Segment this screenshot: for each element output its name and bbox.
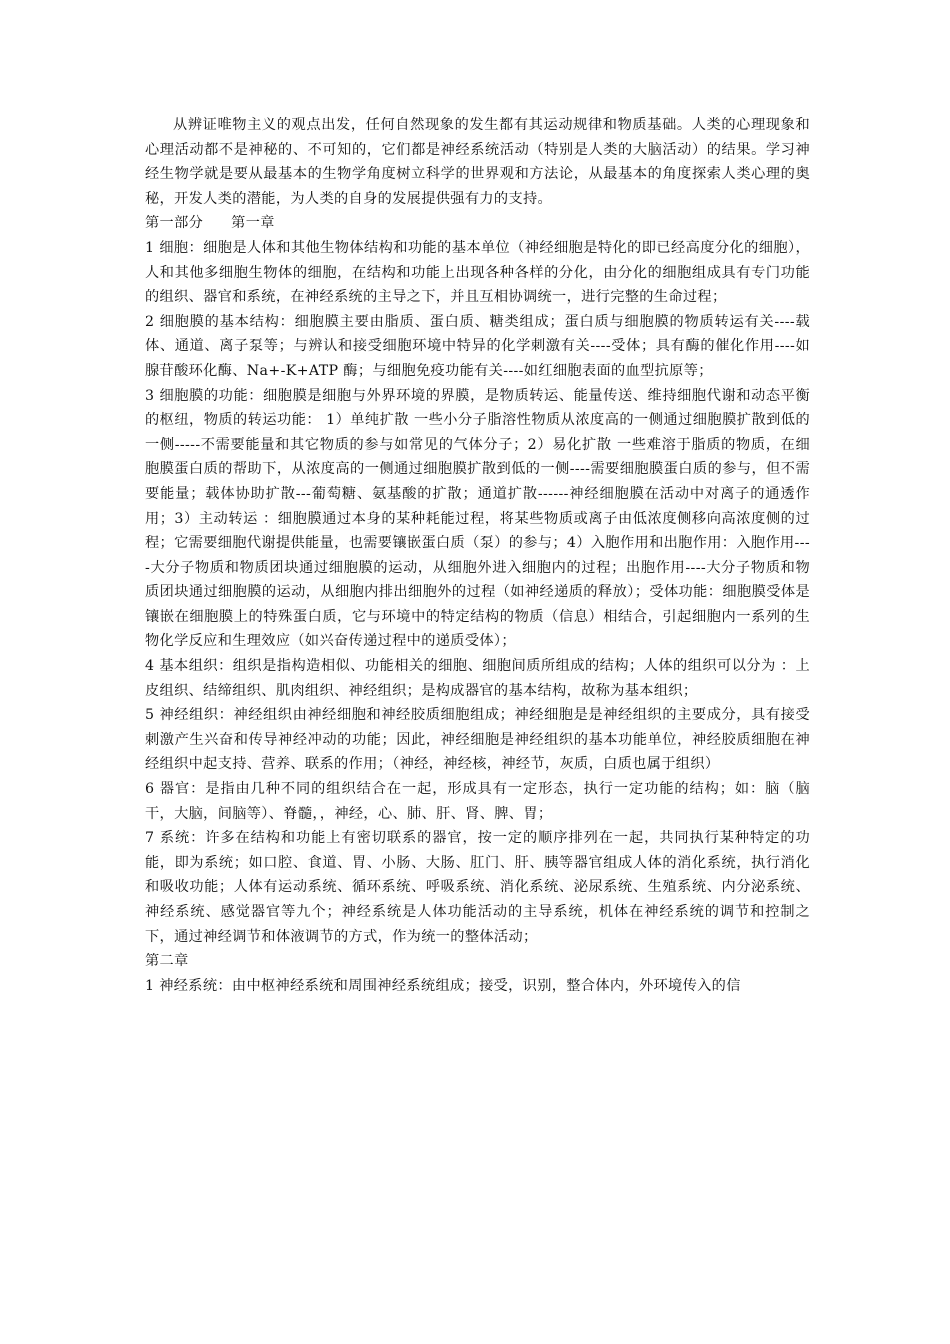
- ch1-item-6: 6 器官：是指由几种不同的组织结合在一起，形成具有一定形态，执行一定功能的结构；如：脑（脑干，大脑，间脑等）、脊髓，，神经，心、肺、肝、肾、脾、胃；: [145, 781, 810, 822]
- ch1-item-3: 3 细胞膜的功能：细胞膜是细胞与外界环境的界膜，是物质转运、能量传送、维持细胞代谢和动态平衡的枢纽，物质的转运功能： 1）单纯扩散 一些小分子脂溶性物质从浓度高的一侧通过细胞膜扩散到低的一侧-----不需要能量和其它物质的参与如常见的气体分子；2）易化扩散 一些难溶于脂质的物质，在细胞膜蛋白质的帮助下，从浓度高的一侧通过细胞膜扩散到低的一侧----需要细胞膜蛋白质的参与，但不需要能量；载体协助扩散---葡萄糖、氨基酸的扩散；通道扩散------神经细胞膜在活动中对离子的通透作用；3）主动转运 ：细胞膜通过本身的某种耗能过程，将某些物质或离子由低浓度侧移向高浓度侧的过程；它需要细胞代谢提供能量，也需要镶嵌蛋白质（泵）的参与；4）入胞作用和出胞作用：入胞作用----大分子物质和物质团块通过细胞膜的运动，从细胞外进入细胞内的过程；出胞作用----大分子物质和物质团块通过细胞膜的运动，从细胞内排出细胞外的过程（如神经递质的释放）；受体功能：细胞膜受体是镶嵌在细胞膜上的特殊蛋白质，它与环境中的特定结构的物质（信息）相结合，引起细胞内一系列的生物化学反应和生理效应（如兴奋传递过程中的递质受体）；: [145, 387, 810, 650]
- ch1-item-4: 4 基本组织：组织是指构造相似、功能相关的细胞、细胞间质所组成的结构；人体的组织可以分为 ：上皮组织、结缔组织、肌肉组织、神经组织；是构成器官的基本结构，故称为基本组织；: [145, 658, 810, 699]
- document-body: [145, 113, 810, 998]
- ch2-item-1: 1 神经系统：由中枢神经系统和周围神经系统组成；接受，识别，整合体内，外环境传入的信: [145, 977, 741, 994]
- chapter-2-heading: 第二章: [145, 953, 189, 970]
- ch1-item-2: 2 细胞膜的基本结构：细胞膜主要由脂质、蛋白质、糖类组成；蛋白质与细胞膜的物质转运有关----载体、通道、离子泵等；与辨认和接受细胞环境中特异的化学刺激有关----受体；具有酶的催化作用----如腺苷酸环化酶、Na+-K+ATP 酶；与细胞免疫功能有关----如红细胞表面的血型抗原等；: [145, 313, 810, 379]
- part-heading: 第一部分: [145, 215, 204, 232]
- chapter-1-heading: 第一章: [231, 215, 275, 232]
- section-heading: [145, 211, 810, 236]
- ch1-item-7: 7 系统：许多在结构和功能上有密切联系的器官，按一定的顺序排列在一起，共同执行某种特定的功能，即为系统；如口腔、食道、胃、小肠、大肠、肛门、肝、胰等器官组成人体的消化系统，执行消化和吸收功能；人体有运动系统、循环系统、呼吸系统、消化系统、泌尿系统、生殖系统、内分泌系统、神经系统、感觉器官等九个；神经系统是人体功能活动的主导系统，机体在神经系统的调节和控制之下，通过神经调节和体液调节的方式，作为统一的整体活动；: [145, 830, 810, 945]
- intro-paragraph: 从辨证唯物主义的观点出发，任何自然现象的发生都有其运动规律和物质基础。人类的心理现象和心理活动都不是神秘的、不可知的，它们都是神经系统活动（特别是人类的大脑活动）的结果。学习神经生物学就是要从最基本的生物学角度树立科学的世界观和方法论，从最基本的角度探索人类心理的奥秘，开发人类的潜能，为人类的自身的发展提供强有力的支持。: [145, 117, 810, 207]
- ch1-item-1: 1 细胞：细胞是人体和其他生物体结构和功能的基本单位（神经细胞是特化的即已经高度分化的细胞），人和其他多细胞生物体的细胞，在结构和功能上出现各种各样的分化，由分化的细胞组成具有专门功能的组织、器官和系统，在神经系统的主导之下，并且互相协调统一，进行完整的生命过程；: [145, 239, 810, 306]
- ch1-item-5: 5 神经组织：神经组织由神经细胞和神经胶质细胞组成；神经细胞是是神经组织的主要成分，具有接受刺激产生兴奋和传导神经冲动的功能；因此，神经细胞是神经组织的基本功能单位，神经胶质细胞在神经组织中起支持、营养、联系的作用；（神经，神经核，神经节，灰质，白质也属于组织）: [145, 707, 810, 773]
